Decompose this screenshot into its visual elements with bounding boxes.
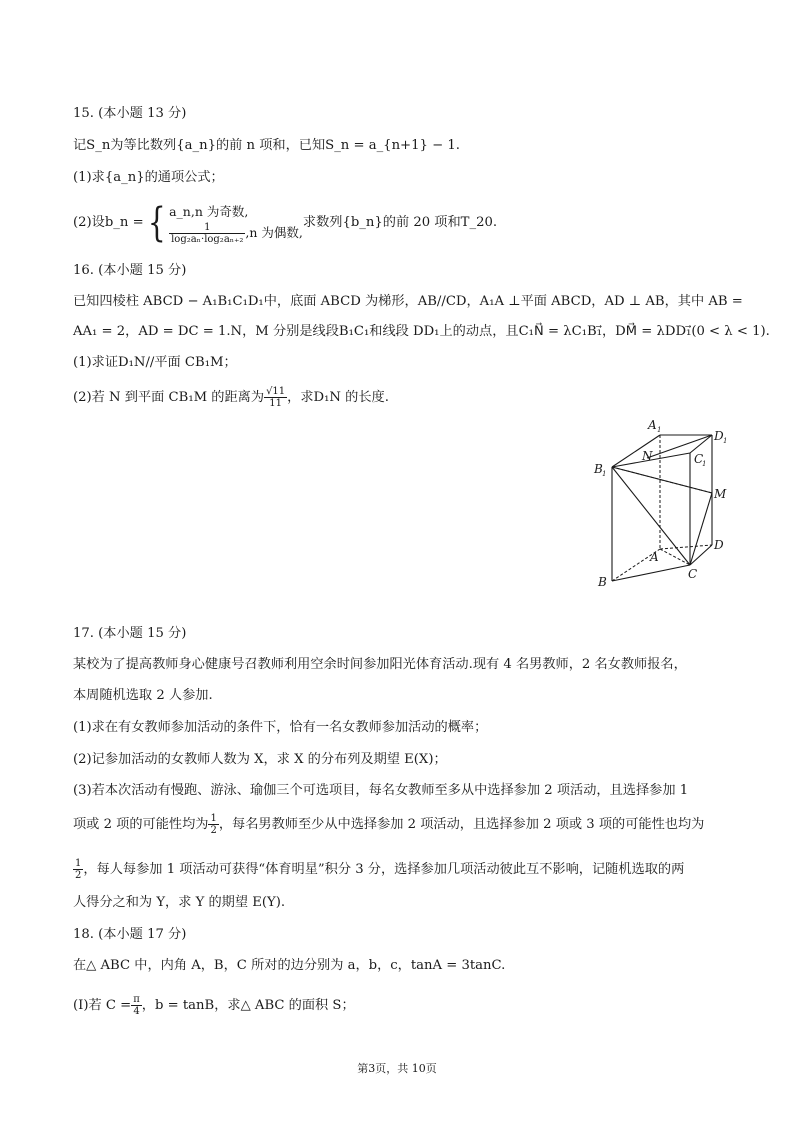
label-A1: A xyxy=(648,418,657,432)
q17-part1: (1)求在有女教师参加活动的条件下，恰有一名女教师参加活动的概率； xyxy=(73,720,488,735)
q16-frac-den: 11 xyxy=(269,398,282,409)
q17-part3-line2-suffix: ，每名男教师至少从中选择参加 2 项活动，且选择参加 2 项或 3 项的可能性也均为 xyxy=(218,816,705,832)
q15-part2-prefix: (2)设b_n = xyxy=(73,215,144,230)
q18-part1-prefix: (Ⅰ)若 C = xyxy=(73,997,132,1013)
q18-stem: 在△ ABC 中，内角 A，B，C 所对的边分别为 a，b，c，tanA = 3tanC. xyxy=(73,958,506,973)
pi-den: 4 xyxy=(133,1006,140,1017)
q16-part2-prefix: (2)若 N 到平面 CB₁M 的距离为 xyxy=(73,389,265,405)
half-num-2: 1 xyxy=(75,858,82,869)
piecewise-cases xyxy=(169,202,303,245)
case-even-tail: ,n 为偶数, xyxy=(245,224,303,240)
left-brace-icon: { xyxy=(147,200,166,246)
half-fraction-2 xyxy=(73,858,83,881)
case-even-den: log₂aₙ·log₂aₙ₊₂ xyxy=(171,233,244,245)
case-even-fraction xyxy=(169,222,245,245)
q16-part2-suffix: ，求D₁N 的长度. xyxy=(287,389,389,405)
label-D1-sub: 1 xyxy=(723,437,728,445)
label-C1: C xyxy=(694,452,704,466)
case-odd: a_n,n 为奇数, xyxy=(169,203,249,219)
pi-num: π xyxy=(133,994,140,1005)
q17-stem-line1: 某校为了提高教师身心健康号召教师利用空余时间参加阳光体育活动.现有 4 名男教师，2 名女教师报名， xyxy=(73,657,687,672)
q18-header: 18. (本小题 17 分) xyxy=(73,927,187,942)
label-D1: D xyxy=(714,429,724,443)
q15-stem: 记S_n为等比数列{a_n}的前 n 项和，已知S_n = a_{n+1} − 1. xyxy=(73,138,460,153)
q16-distance-fraction xyxy=(264,386,287,409)
label-N: N xyxy=(642,449,653,463)
q15-header: 15. (本小题 13 分) xyxy=(73,106,187,121)
q17-part3-line1: (3)若本次活动有慢跑、游泳、瑜伽三个可选项目，每名女教师至多从中选择参加 2 项活动，且选择参加 1 xyxy=(73,783,689,798)
q15-part1: (1)求{a_n}的通项公式； xyxy=(73,170,224,185)
q16-part1: (1)求证D₁N//平面 CB₁M； xyxy=(73,355,237,370)
q16-header: 16. (本小题 15 分) xyxy=(73,263,187,278)
case-even-num: 1 xyxy=(169,222,245,234)
q15-part2 xyxy=(73,197,497,249)
label-A: A xyxy=(650,550,659,564)
label-B1-sub: 1 xyxy=(602,470,607,478)
q16-part2 xyxy=(73,386,389,409)
q17-part3-line2 xyxy=(73,813,704,836)
q17-part3-line2-prefix: 项或 2 项的可能性均为 xyxy=(73,816,209,832)
half-den-1: 2 xyxy=(210,825,217,836)
half-num-1: 1 xyxy=(210,813,217,824)
q17-part3-line3-suffix: ，每人每参加 1 项活动可获得“体育明星”积分 3 分，选择参加几项活动彼此互不影响，记随机选取的两 xyxy=(83,861,685,877)
q16-stem-line1: 已知四棱柱 ABCD − A₁B₁C₁D₁中，底面 ABCD 为梯形，AB//CD，A₁A ⊥平面 ABCD，AD ⊥ AB，其中 AB = xyxy=(73,294,743,309)
half-fraction-1 xyxy=(208,813,218,836)
pi-over-4-fraction xyxy=(131,994,142,1017)
q17-part3-line4: 人得分之和为 Y，求 Y 的期望 E(Y). xyxy=(73,895,286,910)
q16-stem-line2: AA₁ = 2，AD = DC = 1.N，M 分别是线段B₁C₁和线段 DD₁上的动点，且C₁N⃗ = λC₁B₁⃗，DM⃗ = λDD₁⃗(0 < λ < 1). xyxy=(73,324,770,339)
label-C1-sub: 1 xyxy=(702,460,707,468)
label-A1-sub: 1 xyxy=(657,426,662,434)
q17-part2: (2)记参加活动的女教师人数为 X，求 X 的分布列及期望 E(X)； xyxy=(73,752,447,767)
q17-header: 17. (本小题 15 分) xyxy=(73,626,187,641)
q15-part2-suffix: 求数列{b_n}的前 20 项和T_20. xyxy=(302,215,498,230)
label-B1: B xyxy=(594,462,603,476)
half-den-2: 2 xyxy=(75,870,82,881)
label-D: D xyxy=(714,538,724,552)
label-B: B xyxy=(598,575,607,589)
label-M: M xyxy=(714,487,727,501)
q16-frac-num: √11 xyxy=(266,386,286,397)
q17-stem-line2: 本周随机选取 2 人参加. xyxy=(73,688,213,703)
q18-part1 xyxy=(73,994,355,1017)
prism-figure xyxy=(590,415,730,590)
label-C: C xyxy=(688,567,698,581)
q17-part3-line3 xyxy=(73,858,684,881)
q18-part1-suffix: ，b = tanB，求△ ABC 的面积 S； xyxy=(141,997,355,1013)
page-footer: 第3页，共 10页 xyxy=(357,1062,437,1075)
